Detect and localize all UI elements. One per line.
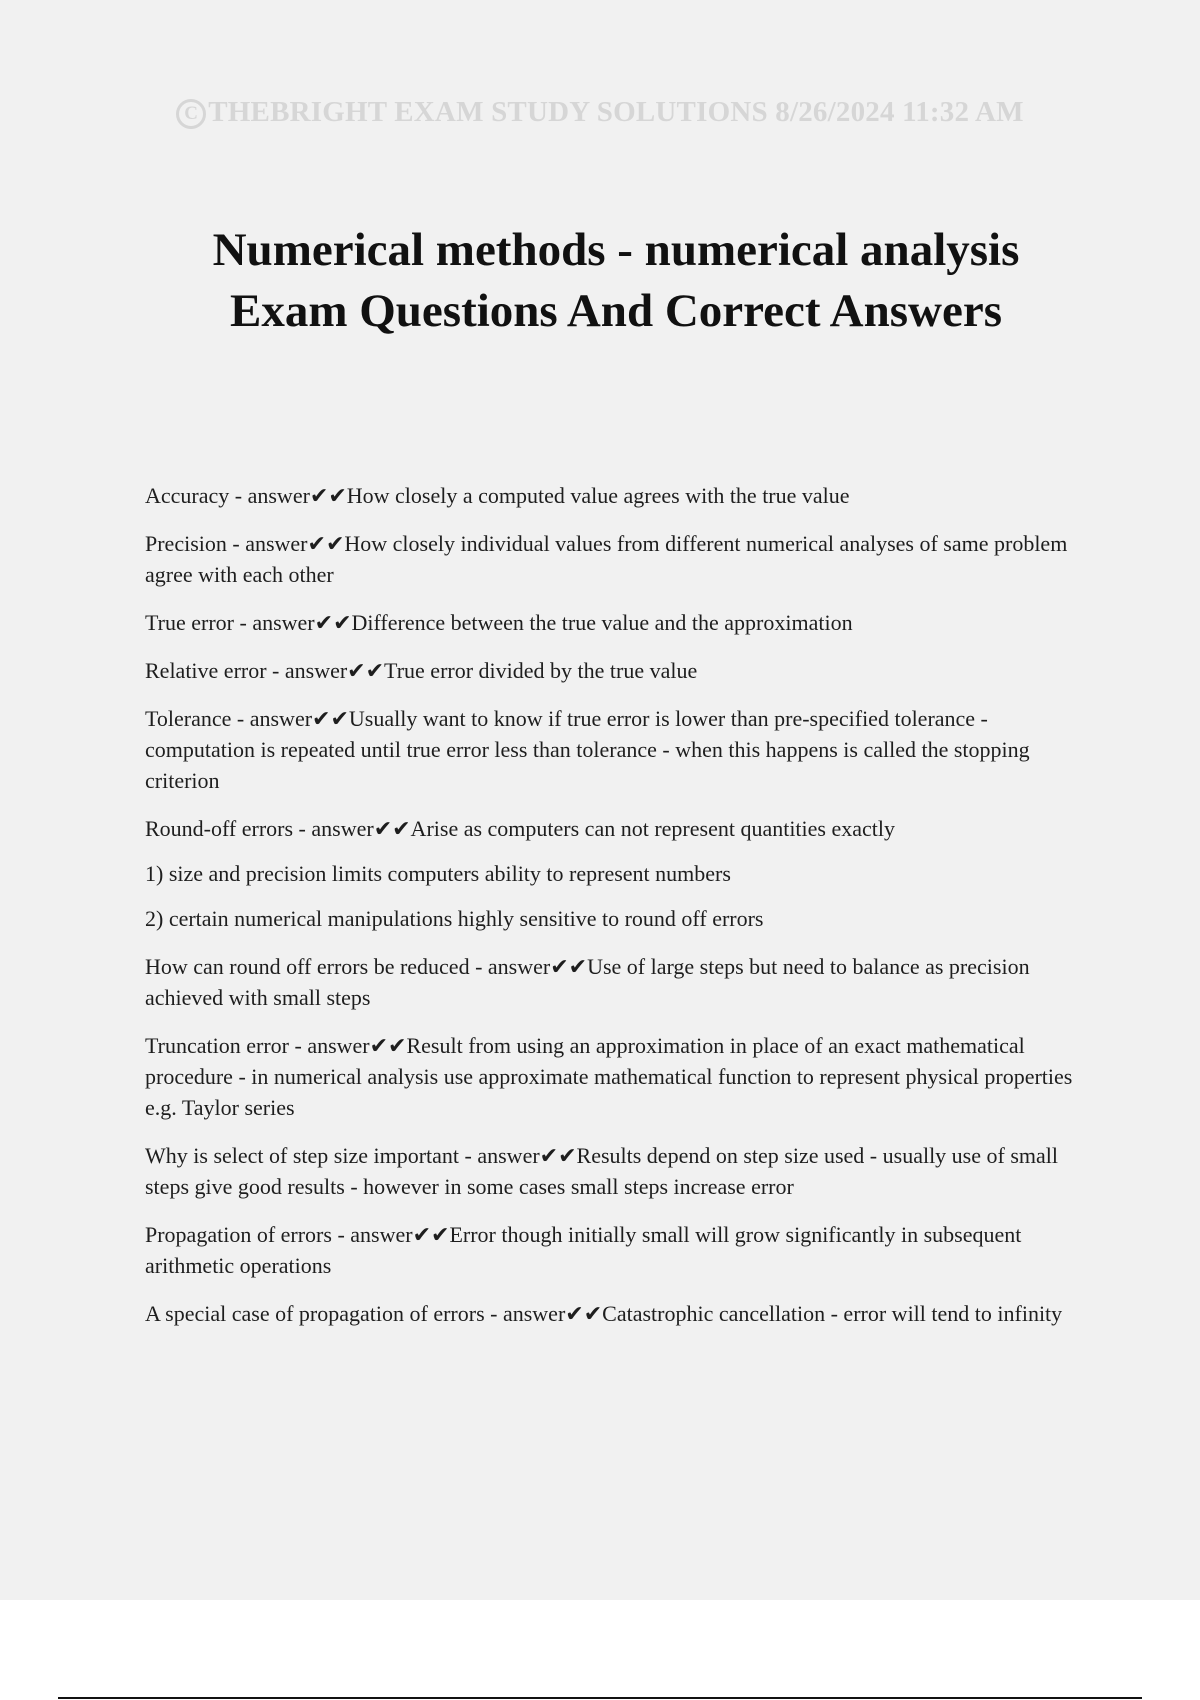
qa-item-round-off-errors: Round-off errors - answer✔✔Arise as computers can not represent quantities exactly [145, 816, 895, 841]
watermark [0, 96, 1200, 129]
qa-item-round-off-point-1: 1) size and precision limits computers ability to represent numbers [145, 861, 731, 886]
qa-item-relative-error: Relative error - answer✔✔True error divided by the true value [145, 658, 698, 683]
qa-item-step-size: Why is select of step size important - answer✔✔Results depend on step size used - usually use of small steps give good results - however in some cases small steps increase error [145, 1143, 1058, 1199]
document-title [0, 220, 1200, 342]
page-bottom-rule [58, 1697, 1142, 1699]
qa-item-true-error: True error - answer✔✔Difference between the true value and the approximation [145, 610, 853, 635]
qa-item-reduce-round-off: How can round off errors be reduced - answer✔✔Use of large steps but need to balance as precision achieved with small steps [145, 954, 1030, 1010]
qa-item-propagation-of-errors: Propagation of errors - answer✔✔Error though initially small will grow significantly in subsequent arithmetic operations [145, 1222, 1022, 1278]
title-line-1: Numerical methods - numerical analysis [212, 224, 1020, 276]
watermark-text: THEBRIGHT EXAM STUDY SOLUTIONS 8/26/2024 11:32 AM [208, 96, 1024, 128]
qa-item-round-off-point-2: 2) certain numerical manipulations highly sensitive to round off errors [145, 906, 764, 931]
qa-item-accuracy: Accuracy - answer✔✔How closely a computed value agrees with the true value [145, 483, 850, 508]
qa-item-tolerance: Tolerance - answer✔✔Usually want to know if true error is lower than pre-specified tolerance - computation is repeated until true error less than tolerance - when this happens is called the stopping criterion [145, 706, 1030, 793]
qa-item-precision: Precision - answer✔✔How closely individual values from different numerical analyses of same problem agree with each other [145, 531, 1068, 587]
qa-item-catastrophic-cancellation: A special case of propagation of errors - answer✔✔Catastrophic cancellation - error will tend to infinity [145, 1301, 1063, 1326]
copyright-icon: C [176, 99, 206, 129]
qa-item-truncation-error: Truncation error - answer✔✔Result from using an approximation in place of an exact mathematical procedure - in numerical analysis use approximate mathematical function to represent physical properties e.g. Taylor series [145, 1033, 1073, 1120]
title-line-2: Exam Questions And Correct Answers [229, 285, 1003, 337]
qa-list [145, 480, 1085, 1346]
